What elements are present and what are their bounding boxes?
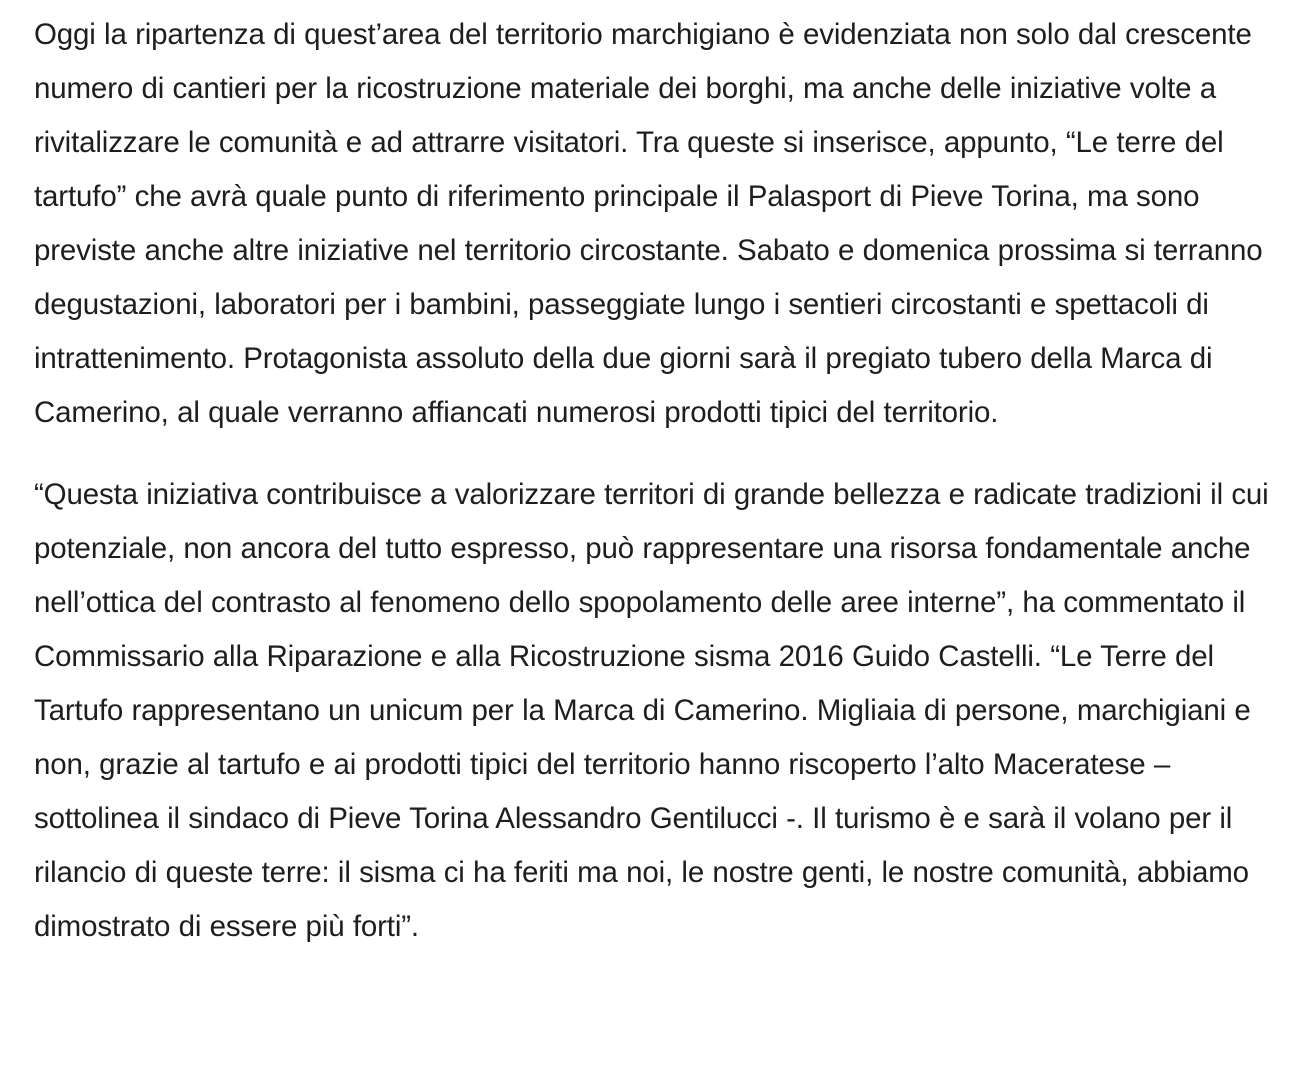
article-paragraph-2: “Questa iniziativa contribuisce a valorizzare territori di grande bellezza e radicate tradizioni il cui potenziale, non ancora del tutto espresso, può rappresentare una risorsa fondamentale anche nell’ottica del contrasto al fenomeno dello spopolamento delle aree interne”, ha commentato il Commissario alla Riparazione e alla Ricostruzione sisma 2016 Guido Castelli. “Le Terre del Tartufo rappresentano un unicum per la Marca di Camerino. Migliaia di persone, marchigiani e non, grazie al tartufo e ai prodotti tipici del territorio hanno riscoperto l’alto Maceratese – sottolinea il sindaco di Pieve Torina Alessandro Gentilucci -. Il turismo è e sarà il volano per il rilancio di queste terre: il sisma ci ha feriti ma noi, le nostre genti, le nostre comunità, abbiamo dimostrato di essere più forti”. [34, 478, 1269, 943]
article-paragraph-1: Oggi la ripartenza di quest’area del territorio marchigiano è evidenziata non solo dal crescente numero di cantieri per la ricostruzione materiale dei borghi, ma anche delle iniziative volte a rivitalizzare le comunità e ad attrarre visitatori. Tra queste si inserisce, appunto, “Le terre del tartufo” che avrà quale punto di riferimento principale il Palasport di Pieve Torina, ma sono previste anche altre iniziative nel territorio circostante. Sabato e domenica prossima si terranno degustazioni, laboratori per i bambini, passeggiate lungo i sentieri circostanti e spettacoli di intrattenimento. Protagonista assoluto della due giorni sarà il pregiato tubero della Marca di Camerino, al quale verranno affiancati numerosi prodotti tipici del territorio. [34, 18, 1263, 429]
